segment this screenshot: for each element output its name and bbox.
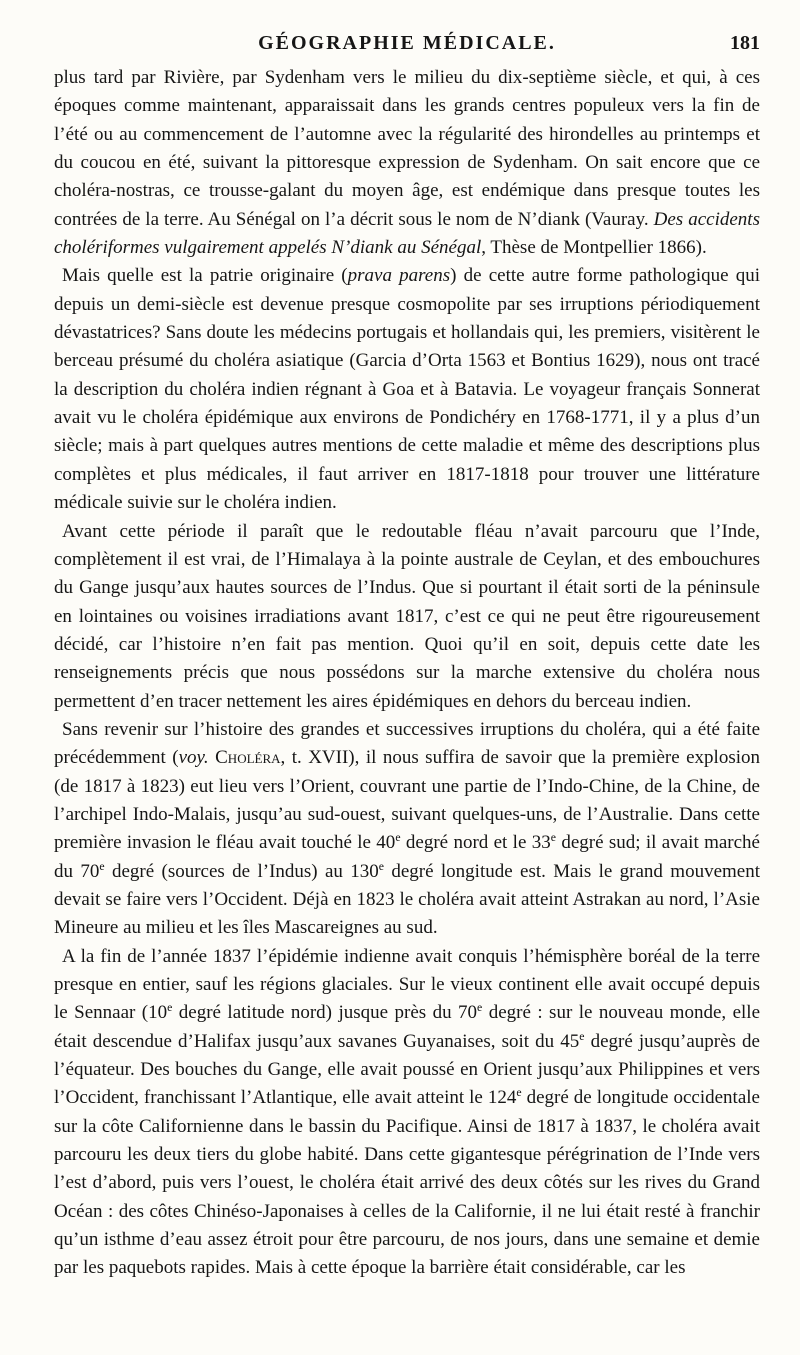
p4-text-h: degré longitude est. Mais le grand mouvement devait se faire vers l’Occident. Déjà en 1823 le choléra avait atteint Astrakan au nord, l’Asie Mineure au milieu et les îles Mascareignes au sud. [54,860,760,939]
p4-text-f: degré sud; il avait marché du 70 [54,832,760,882]
p2-italic: prava parens [347,265,451,287]
p5-text-d: degré jusqu’auprès de l’équateur. Des bouches du Gange, elle avait poussé en Orient jusqu’aux Philippines et vers l’Occident, franchissant l’Atlantique, elle avait atteint le 124 [54,1030,760,1109]
p4-text-d: , t. XVII), il nous suffira de savoir que la première explosion (de 1817 à 1823) eut lieu vers l’Orient, couvrant une partie de l’Indo-Chine, de la Chine, de l’archipel Indo-Malais, jusqu’au sud-ouest, suivant quelques-uns, de l’Australie. Dans cette première invasion le fléau avait touché le 40 [54,747,761,854]
p5-sup-1: e [167,1001,173,1015]
p4-smallcaps-cholera: Choléra [208,747,281,769]
paragraph-4 [54,716,760,943]
p5-text-e: degré de longitude occidentale sur la côte Californienne dans le bassin du Pacifique. Ainsi de 1817 à 1837, le choléra avait parcouru les deux tiers du globe habité. Dans cette gigantesque pérégrination de l’Inde vers l’est d’abord, puis vers l’ouest, le choléra était arrivé des deux côtés sur les rives du Grand Océan : des côtes Chinéso-Japonaises à celles de la Californie, il ne lui était resté à franchir qu’un isthme d’eau assez étroit pour être parcouru, de nos jours, dans une semaine et demie par les paquebots rapides. Mais à cette époque la barrière était considérable, car les [54,1087,760,1279]
p1-text-a: plus tard par Rivière, par Sydenham vers le milieu du dix-septième siècle, et qui, à ces époques comme maintenant, apparaissait dans les grands centres populeux vers la fin de l’été ou au commencement de l’automne avec la régularité des hirondelles au printemps et du coucou en été, suivant la pittoresque expression de Sydenham. On sait encore que ce choléra-nostras, ce trousse-galant du moyen âge, est endémique dans presque toutes les contrées de la terre. Au Sénégal on l’a décrit sous le nom de N’diank (Vauray. [54,67,760,230]
p5-text-b: degré latitude nord) jusque près du 70 [172,1002,478,1024]
running-title: GÉOGRAPHIE MÉDICALE. [258,32,556,54]
p5-sup-2: e [477,1001,483,1015]
p4-sup-2: e [550,831,556,845]
page-number: 181 [730,32,760,54]
p4-sup-3: e [99,859,105,873]
body-text [54,64,760,1283]
paragraph-3 [54,518,760,716]
p2-text-c: ) de cette autre forme pathologique qui depuis un demi-siècle est devenue presque cosmopolite par ses irruptions périodiquement dévastatrices? Sans doute les médecins portugais et hollandais qui, les premiers, visitèrent le berceau présumé du choléra asiatique (Garcia d’Orta 1563 et Bontius 1629), nous ont tracé la description du choléra indien régnant à Goa et à Batavia. Le voyageur français Sonnerat avait vu le choléra épidémique aux environs de Pondichéry en 1768-1771, il y a plus d’un siècle; mais à part quelques autres mentions de cette maladie et même des descriptions plus complètes et plus médicales, il faut arriver en 1817-1818 pour trouver une littérature médicale suivie sur le choléra indien. [54,265,760,514]
p1-text-c: , Thèse de Montpellier 1866). [481,237,707,259]
paragraph-2 [54,262,760,517]
p5-sup-4: e [516,1086,522,1100]
p4-sup-1: e [395,831,401,845]
p5-text-a: A la fin de l’année 1837 l’épidémie indienne avait conquis l’hémisphère boréal de la terre presque en entier, sauf les régions glaciales. Sur le vieux continent elle avait occupé depuis le Sennaar (10 [54,945,760,1024]
page-header [54,30,760,60]
p4-italic-voy: voy. [178,747,209,769]
p2-text-a: Mais quelle est la patrie originaire ( [62,265,348,287]
p4-text-e: degré nord et le 33 [400,832,551,854]
p1-italic-title: Des accidents cholériformes vulgairement appelés N’diank au Sénégal [54,208,760,259]
p3-text: Avant cette période il paraît que le redoutable fléau n’avait parcouru que l’Inde, complètement il est vrai, de l’Himalaya à la pointe australe de Ceylan, et des embouchures du Gange jusqu’aux hautes sources de l’Indus. Que si pourtant il était sorti de la péninsule en lointaines ou voisines irradiations avant 1817, c’est ce qui ne peut être rigoureusement décidé, car l’histoire n’en fait pas mention. Quoi qu’il en soit, depuis cette date les renseignements précis que nous possédons sur la marche extensive du choléra nous permettent d’en tracer nettement les aires épidémiques en dehors du berceau indien. [54,520,760,712]
paragraph-5 [54,943,760,1283]
p4-text-a: Sans revenir sur l’histoire des grandes et successives irruptions du choléra, qui a été faite précédemment ( [54,718,760,769]
paragraph-1 [54,64,760,262]
p4-text-g: degré (sources de l’Indus) au 130 [104,860,379,882]
p5-sup-3: e [579,1029,585,1043]
p5-text-c: degré : sur le nouveau monde, elle était descendue d’Halifax jusqu’aux savanes Guyanaises, soit du 45 [54,1002,760,1052]
p4-sup-4: e [378,859,384,873]
